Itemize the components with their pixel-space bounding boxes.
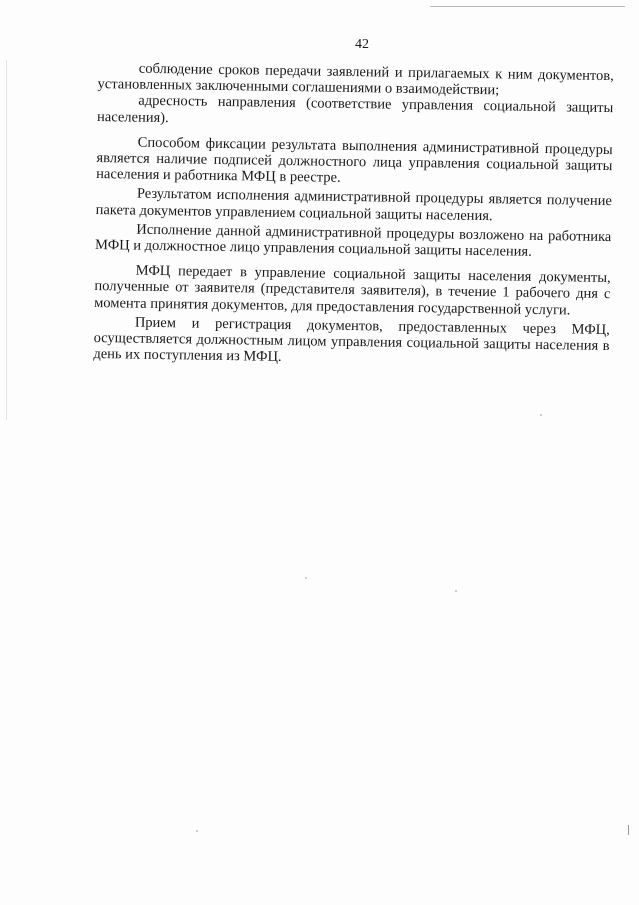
scan-speck [455, 590, 457, 592]
scan-edge-left [6, 60, 7, 420]
scan-speck [540, 414, 542, 416]
paragraph: МФЦ передает в управление социальной защиты населения документы, полученные от заявителя (представителя заявителя), в течение 1 рабочего дня с момента принятия документов, для предоставления государственной услуги. [94, 262, 611, 319]
scan-edge-top [430, 6, 625, 7]
document-body [93, 60, 614, 371]
paragraph: Способом фиксации результата выполнения административной процедуры является наличие подписей должностного лица управления социальной защиты населения и работника МФЦ в реестре. [96, 134, 613, 187]
paragraph: Прием и регистрация документов, предоставленных через МФЦ, осуществляется должностным лицом управления социальной защиты населения в день их поступления из МФЦ. [93, 314, 610, 366]
scan-speck [196, 830, 198, 832]
paragraph: адресность направления (соответствие управления социальной защиты населения). [96, 93, 614, 126]
page-number: 42 [355, 37, 369, 52]
paragraph: соблюдение сроков передачи заявлений и прилагаемых к ним документов, установленных заключенными соглашениями о взаимодействии; [97, 60, 614, 99]
paragraph: Результатом исполнения административной процедуры является получение пакета документов управлением социальной защиты населения. [95, 186, 612, 224]
paragraph: Исполнение данной административной процедуры возложено на работника МФЦ и должностное лицо управления социальной защиты населения. [94, 221, 612, 260]
scan-speck [305, 577, 307, 579]
scan-mark [628, 825, 629, 835]
